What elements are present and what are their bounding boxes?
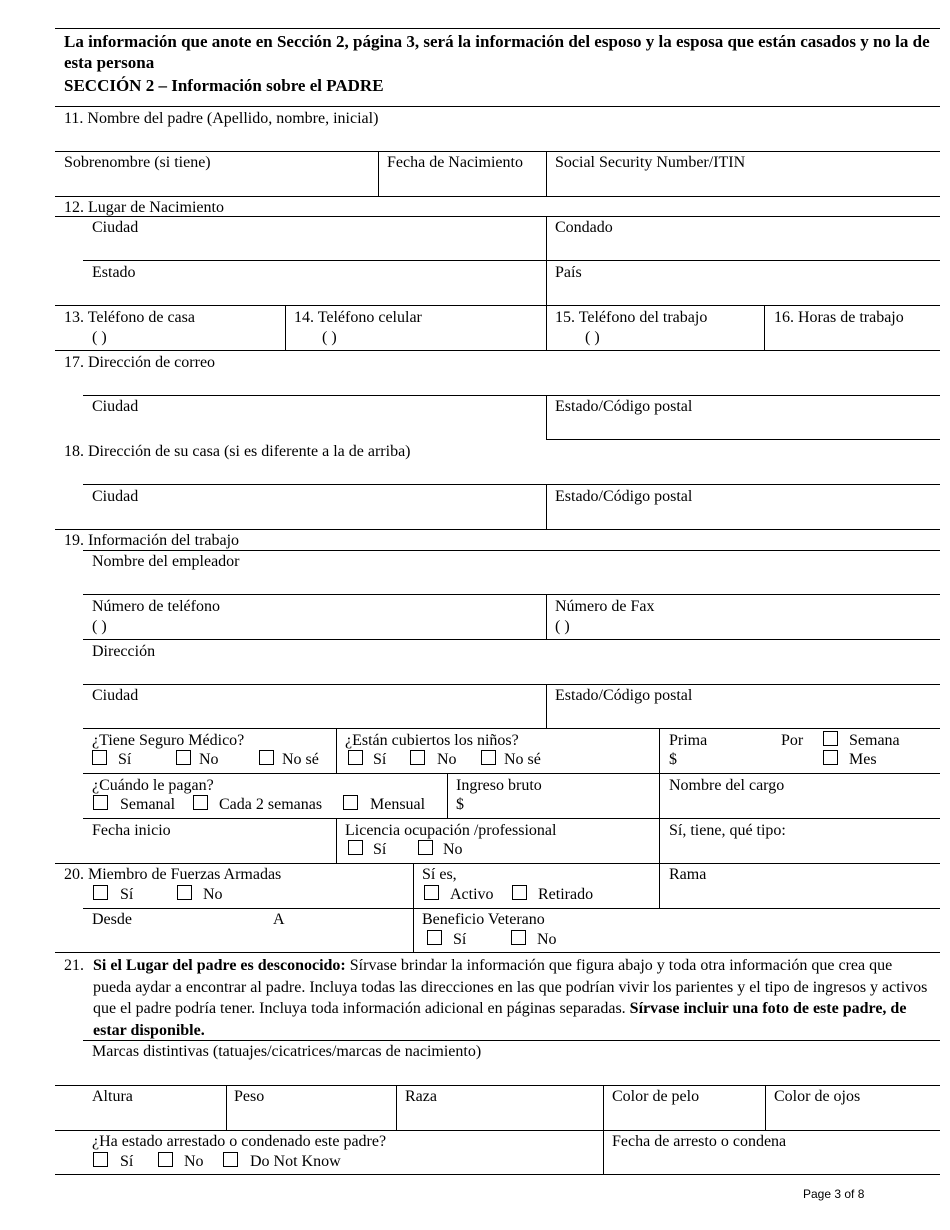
retired-checkbox[interactable] (512, 885, 527, 900)
pay-monthly-label: Mensual (370, 796, 426, 813)
children-yes-checkbox[interactable] (348, 750, 363, 765)
q21-number: 21. (64, 957, 84, 974)
arrested-no-checkbox[interactable] (158, 1152, 173, 1167)
home-phone-parens: ( ) (92, 329, 107, 346)
retired-label: Retirado (538, 886, 594, 903)
q18-home-address-label: 18. Dirección de su casa (si es diferente a la de arriba) (64, 443, 411, 460)
birth-county-label: Condado (555, 219, 613, 236)
mailing-city-label: Ciudad (92, 398, 139, 415)
insurance-dont-know-label: No sé (282, 751, 319, 768)
distinguishing-marks-label: Marcas distintivas (tatuajes/cicatrices/marcas de nacimiento) (92, 1043, 482, 1060)
premium-dollar-sign: $ (669, 751, 677, 768)
height-label: Altura (92, 1088, 133, 1105)
children-dont-know-checkbox[interactable] (481, 750, 496, 765)
work-phone-parens: ( ) (585, 329, 600, 346)
armed-forces-no-label: No (203, 886, 223, 903)
health-insurance-question: ¿Tiene Seguro Médico? (92, 732, 245, 749)
birth-city-label: Ciudad (92, 219, 139, 236)
weight-label: Peso (234, 1088, 265, 1105)
q21-body: Sírvase brindar la información que figura abajo y toda otra información que crea que pueda aydar a encontrar al padre. Incluya todas las direcciones en las que podrían vivir los parientes y el tipo de ingresos y activos que el padre podría tener. Incluya toda información adicional en páginas separadas. (93, 957, 928, 1017)
race-label: Raza (405, 1088, 437, 1105)
pay-biweekly-label: Cada 2 semanas (219, 796, 323, 813)
insurance-yes-label: Sí (118, 751, 132, 768)
veteran-no-label: No (537, 931, 557, 948)
q16-work-hours-label: 16. Horas de trabajo (774, 309, 904, 326)
q14-cell-phone-label: 14. Teléfono celular (294, 309, 422, 326)
employer-state-zip-label: Estado/Código postal (555, 687, 693, 704)
home-city-label: Ciudad (92, 488, 139, 505)
insurance-yes-checkbox[interactable] (92, 750, 107, 765)
q13-home-phone-label: 13. Teléfono de casa (64, 309, 195, 326)
license-type-label: Sí, tiene, qué tipo: (669, 822, 786, 839)
birth-state-label: Estado (92, 264, 136, 281)
mailing-state-zip-label: Estado/Código postal (555, 398, 693, 415)
arrest-date-label: Fecha de arresto o condena (612, 1133, 787, 1150)
professional-license-label: Licencia ocupación /professional (345, 822, 557, 839)
page-number: Page 3 of 8 (803, 1187, 865, 1201)
employer-city-label: Ciudad (92, 687, 139, 704)
job-title-label: Nombre del cargo (669, 777, 785, 794)
q19-employment-label: 19. Información del trabajo (64, 532, 240, 549)
armed-forces-no-checkbox[interactable] (177, 885, 192, 900)
arrested-no-label: No (184, 1153, 204, 1170)
employer-phone-label: Número de teléfono (92, 598, 220, 615)
gross-income-dollar-sign: $ (456, 796, 464, 813)
ssn-label: Social Security Number/ITIN (555, 154, 746, 171)
premium-label: Prima (669, 732, 708, 749)
gross-income-label: Ingreso bruto (456, 777, 542, 794)
children-covered-question: ¿Están cubiertos los niños? (345, 732, 519, 749)
employer-address-label: Dirección (92, 643, 156, 660)
branch-label: Rama (669, 866, 707, 883)
q21-instructions (93, 955, 933, 1041)
per-label: Por (781, 732, 804, 749)
eye-color-label: Color de ojos (774, 1088, 861, 1105)
employer-fax-label: Número de Fax (555, 598, 655, 615)
home-state-zip-label: Estado/Código postal (555, 488, 693, 505)
hair-color-label: Color de pelo (612, 1088, 700, 1105)
q12-birthplace-label: 12. Lugar de Nacimiento (64, 199, 224, 216)
children-dont-know-label: No sé (504, 751, 541, 768)
insurance-no-checkbox[interactable] (176, 750, 191, 765)
active-checkbox[interactable] (424, 885, 439, 900)
arrested-dont-know-checkbox[interactable] (223, 1152, 238, 1167)
insurance-no-label: No (199, 751, 219, 768)
q11-father-name-label: 11. Nombre del padre (Apellido, nombre, inicial) (64, 110, 379, 127)
service-to-label: A (273, 911, 285, 928)
employer-fax-parens: ( ) (555, 618, 570, 635)
section-title: SECCIÓN 2 – Información sobre el PADRE (64, 76, 384, 95)
employer-name-label: Nombre del empleador (92, 553, 240, 570)
veteran-yes-checkbox[interactable] (427, 930, 442, 945)
license-no-checkbox[interactable] (418, 840, 433, 855)
form-intro-note: La información que anote en Sección 2, página 3, será la información del esposo y la esposa que están casados y no la de esta persona (64, 32, 930, 72)
q20-armed-forces-label: 20. Miembro de Fuerzas Armadas (64, 866, 282, 883)
license-yes-checkbox[interactable] (348, 840, 363, 855)
active-label: Activo (450, 886, 494, 903)
veteran-no-checkbox[interactable] (511, 930, 526, 945)
children-yes-label: Sí (373, 751, 387, 768)
start-date-label: Fecha inicio (92, 822, 171, 839)
arrested-yes-label: Sí (120, 1153, 134, 1170)
q21-bold-lead: Si el Lugar del padre es desconocido: (93, 957, 346, 974)
nickname-label: Sobrenombre (si tiene) (64, 154, 211, 171)
arrested-question: ¿Ha estado arrestado o condenado este padre? (92, 1133, 387, 1150)
arrested-dont-know-label: Do Not Know (250, 1153, 341, 1170)
insurance-dont-know-checkbox[interactable] (259, 750, 274, 765)
veteran-yes-label: Sí (453, 931, 467, 948)
pay-monthly-checkbox[interactable] (343, 795, 358, 810)
pay-weekly-checkbox[interactable] (93, 795, 108, 810)
armed-forces-yes-label: Sí (120, 886, 134, 903)
pay-weekly-label: Semanal (120, 796, 176, 813)
armed-forces-yes-checkbox[interactable] (93, 885, 108, 900)
veteran-benefit-label: Beneficio Veterano (422, 911, 545, 928)
arrested-yes-checkbox[interactable] (93, 1152, 108, 1167)
q21-photo-request: Sírvase incluir una foto de este padre, de estar disponible. (93, 1000, 907, 1039)
cell-phone-parens: ( ) (322, 329, 337, 346)
per-week-label: Semana (849, 732, 900, 749)
service-from-label: Desde (92, 911, 132, 928)
pay-biweekly-checkbox[interactable] (193, 795, 208, 810)
license-no-label: No (443, 841, 463, 858)
dob-label: Fecha de Nacimiento (387, 154, 523, 171)
q15-work-phone-label: 15. Teléfono del trabajo (555, 309, 708, 326)
per-month-label: Mes (849, 751, 877, 768)
if-yes-label: Sí es, (422, 866, 457, 883)
children-no-checkbox[interactable] (410, 750, 425, 765)
per-month-checkbox[interactable] (823, 750, 838, 765)
children-no-label: No (437, 751, 457, 768)
per-week-checkbox[interactable] (823, 731, 838, 746)
birth-country-label: País (555, 264, 582, 281)
pay-frequency-question: ¿Cuándo le pagan? (92, 777, 214, 794)
q17-mailing-address-label: 17. Dirección de correo (64, 354, 216, 371)
license-yes-label: Sí (373, 841, 387, 858)
employer-phone-parens: ( ) (92, 618, 107, 635)
